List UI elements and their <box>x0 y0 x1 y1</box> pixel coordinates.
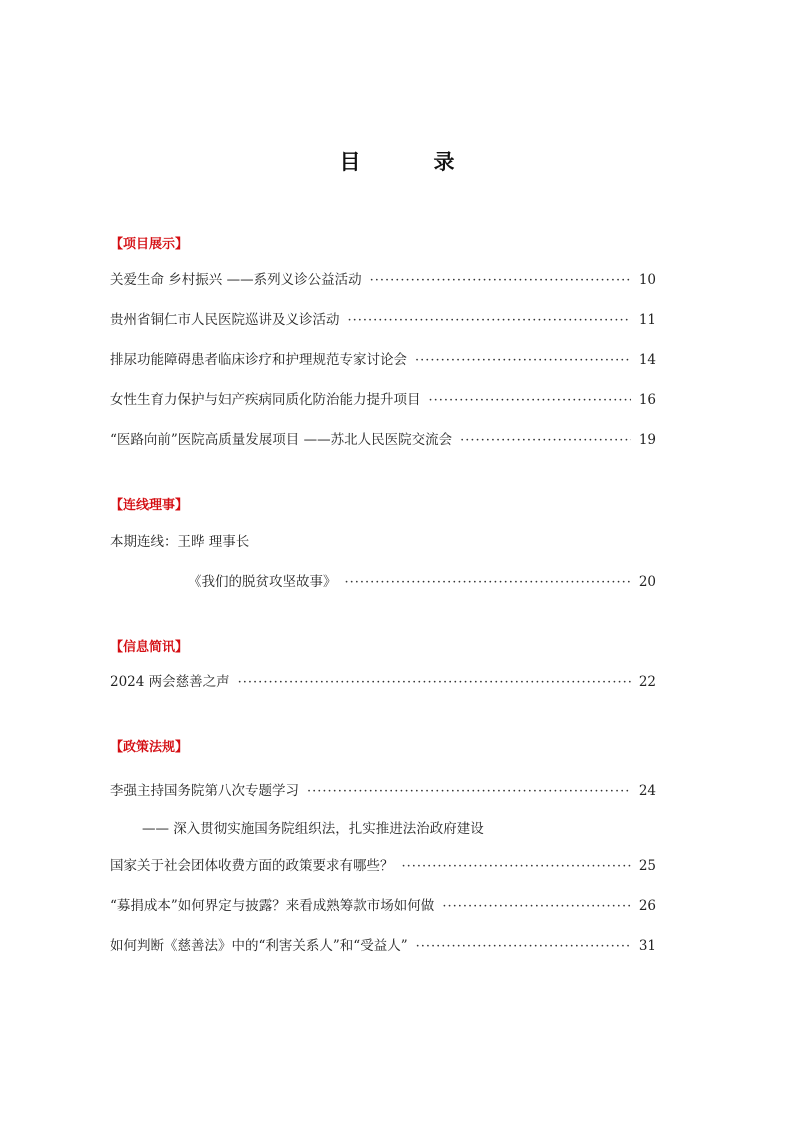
toc-entry-title: “募捐成本”如何界定与披露？来看成熟筹款市场如何做 <box>110 898 435 914</box>
toc-entry-page: 24 <box>638 783 656 799</box>
toc-entry-title: 排尿功能障碍患者临床诊疗和护理规范专家讨论会 <box>110 352 407 368</box>
dot-leader <box>307 783 631 801</box>
dot-leader <box>402 858 631 876</box>
dot-leader <box>460 432 631 450</box>
dot-leader <box>370 272 631 290</box>
toc-entry-page: 25 <box>638 858 656 874</box>
section-heading-director-interview: 【连线理事】 <box>110 498 189 513</box>
toc-entry-title: “医路向前”医院高质量发展项目 ——苏北人民医院交流会 <box>110 432 453 448</box>
toc-entry[interactable] <box>110 673 656 692</box>
dot-leader <box>442 898 631 916</box>
toc-entry[interactable] <box>110 351 656 370</box>
interview-intro: 本期连线：王晔 理事长 <box>110 534 250 550</box>
toc-entry-page: 19 <box>638 432 656 448</box>
dot-leader <box>429 392 631 410</box>
toc-entry-title: 关爱生命 乡村振兴 ——系列义诊公益活动 <box>110 272 362 288</box>
toc-entry-page: 16 <box>638 392 656 408</box>
toc-entry-title: 李强主持国务院第八次专题学习 <box>110 783 299 799</box>
dot-leader <box>348 312 631 330</box>
toc-entry-page: 26 <box>638 898 656 914</box>
toc-entry[interactable] <box>110 782 656 801</box>
toc-entry-page: 20 <box>638 574 656 590</box>
toc-entry-title: 《我们的脱贫攻坚故事》 <box>188 574 337 590</box>
toc-entry[interactable] <box>110 897 656 916</box>
dot-leader <box>345 574 631 592</box>
toc-entry[interactable] <box>110 431 656 450</box>
toc-entry-title: 贵州省铜仁市人民医院巡讲及义诊活动 <box>110 312 340 328</box>
toc-entry-title: 如何判断《慈善法》中的“利害关系人”和“受益人” <box>110 938 408 954</box>
toc-entry[interactable] <box>110 937 656 956</box>
toc-entry-page: 14 <box>638 352 656 368</box>
toc-entry[interactable] <box>110 857 656 876</box>
section-heading-news-brief: 【信息简讯】 <box>110 640 189 655</box>
page-title: 目 录 <box>339 150 481 174</box>
toc-entry-title: 女性生育力保护与妇产疾病同质化防治能力提升项目 <box>110 392 421 408</box>
section-heading-policy-regulations: 【政策法规】 <box>110 740 189 755</box>
dot-leader <box>238 674 631 692</box>
toc-entry-page: 31 <box>638 938 656 954</box>
toc-entry-page: 22 <box>638 674 656 690</box>
toc-entry-title: 2024 两会慈善之声 <box>110 674 230 690</box>
toc-entry[interactable] <box>188 573 656 592</box>
toc-entry[interactable] <box>110 391 656 410</box>
toc-entry-subtitle: —— 深入贯彻实施国务院组织法，扎实推进法治政府建设 <box>142 821 484 837</box>
section-heading-projects: 【项目展示】 <box>110 237 189 252</box>
dot-leader <box>415 352 631 370</box>
toc-entry-title: 国家关于社会团体收费方面的政策要求有哪些？ <box>110 858 394 874</box>
toc-entry[interactable] <box>110 311 656 330</box>
toc-entry[interactable] <box>110 271 656 290</box>
dot-leader <box>416 938 631 956</box>
toc-entry-page: 10 <box>638 272 656 288</box>
toc-entry-page: 11 <box>638 312 656 328</box>
